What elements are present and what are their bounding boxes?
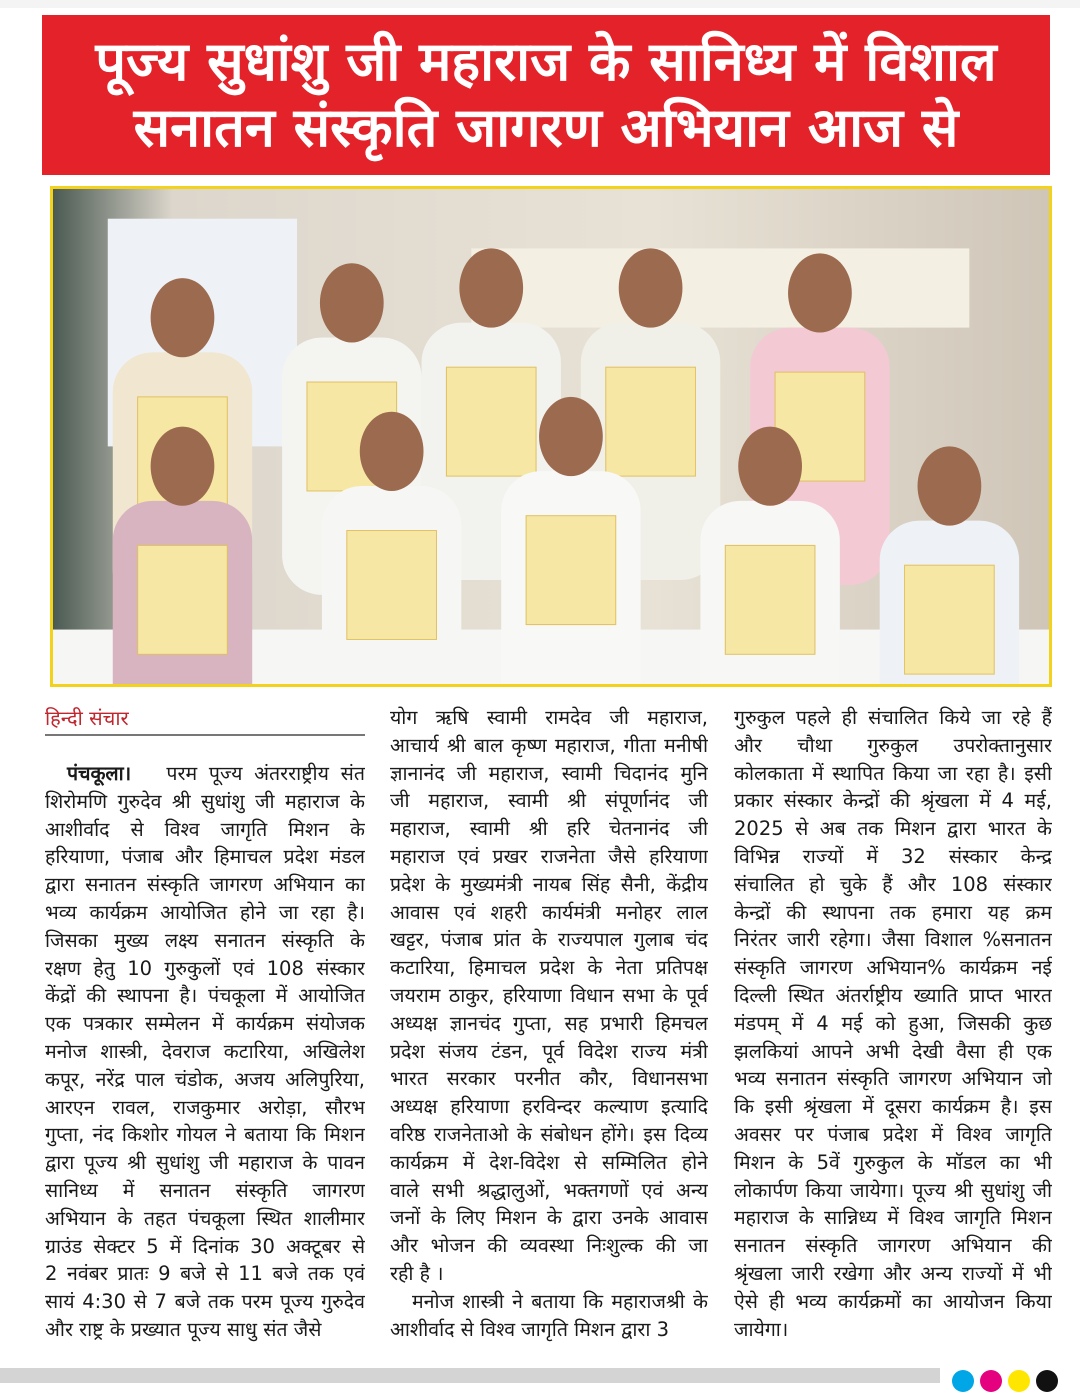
article-line: मनोज शास्त्री, देवराज कटारिया, अखिलेश xyxy=(45,1039,365,1063)
article-line: खट्टर, पंजाब प्रांत के राज्यपाल गुलाब चंद xyxy=(390,928,708,952)
article-line: निरंतर जारी रहेगा। जैसा विशाल %सनातन xyxy=(734,928,1052,952)
banner-center xyxy=(471,248,969,327)
article-column-1 xyxy=(45,760,365,1344)
person-head xyxy=(151,278,215,357)
article-line: ऐसे ही भव्य कार्यक्रमों का आयोजन किया xyxy=(734,1289,1052,1313)
article-line: जायेगा। xyxy=(734,1317,789,1341)
article-line: मंडपम् में 4 मई को हुआ, जिसकी कुछ xyxy=(734,1011,1052,1035)
person-head xyxy=(539,397,603,476)
article-line: जनों के लिए मिशन के द्वारा उनके आवास xyxy=(390,1206,708,1230)
article-line: लोकार्पण किया जायेगा। पूज्य श्री सुधांशु जी xyxy=(734,1178,1052,1202)
article-line: द्वारा पूज्य श्री सुधांशु जी महाराज के पावन xyxy=(45,1151,365,1175)
headline-line-1: पूज्य सुधांशु जी महाराज के सानिध्य में विशाल xyxy=(95,30,997,93)
article-line: और चौथा गुरुकुल उपरोक्तानुसार xyxy=(734,733,1052,757)
person-head xyxy=(320,263,384,342)
article-line: आचार्य श्री बाल कृष्ण महाराज, गीता मनीषी xyxy=(390,733,708,757)
article-line: शिरोमणि गुरुदेव श्री सुधांशु जी महाराज के xyxy=(45,789,365,813)
article-line: आवास एवं शहरी कार्यमंत्री मनोहर लाल xyxy=(390,900,708,924)
article-line: अध्यक्ष हरियाणा हरविन्दर कल्याण इत्यादि xyxy=(390,1095,708,1119)
article-line: झलकियां आपने अभी देखी वैसा ही एक xyxy=(734,1039,1052,1063)
article-line: कोलकाता में स्थापित किया जा रहा है। इसी xyxy=(734,761,1052,785)
booklet xyxy=(347,531,437,640)
article-line: अध्यक्ष ज्ञानचंद गुप्ता, सह प्रभारी हिमचल xyxy=(390,1011,708,1035)
article-line: वरिष्ठ राजनेताओ के संबोधन होंगे। इस दिव्य xyxy=(390,1122,708,1146)
article-line: जयराम ठाकुर, हरियाणा विधान सभा के पूर्व xyxy=(390,983,708,1007)
byline: हिन्दी संचार xyxy=(45,704,365,736)
article-line: प्रदेश के मुख्यमंत्री नायब सिंह सैनी, केंद्रीय xyxy=(390,872,708,896)
registration-dot xyxy=(980,1370,1002,1392)
page-bottom-bar xyxy=(0,1368,940,1383)
article-line: प्रकार संस्कार केन्द्रों की श्रृंखला में 4 मई, xyxy=(734,789,1052,813)
registration-dot xyxy=(952,1370,974,1392)
article-line: केन्द्रों की स्थापना तक हमारा यह क्रम xyxy=(734,900,1052,924)
article-line: विभिन्न राज्यों में 32 संस्कार केन्द्र xyxy=(734,844,1052,868)
person-head xyxy=(459,248,523,327)
article-line: अभियान के तहत पंचकूला स्थित शालीमार xyxy=(45,1206,365,1230)
article-line: द्वारा सनातन संस्कृति जागरण अभियान का xyxy=(45,873,365,897)
article-line: गुरुकुल पहले ही संचालित किये जा रहे हैं xyxy=(734,706,1052,729)
article-line: प्रदेश संजय टंडन, पूर्व विदेश राज्य मंत्री xyxy=(390,1039,708,1063)
person-head xyxy=(738,427,802,506)
article-line: रक्षण हेतु 10 गुरुकुलों एवं 108 संस्कार xyxy=(45,956,365,980)
article-line: वाले सभी श्रद्धालुओं, भक्तगणों एवं अन्य xyxy=(390,1178,708,1202)
article-line: सानिध्य में सनातन संस्कृति जागरण xyxy=(45,1178,365,1202)
article-line: आशीर्वाद से विश्व जागृति मिशन द्वारा 3 xyxy=(390,1317,670,1341)
booklet xyxy=(526,516,616,625)
article-line: आशीर्वाद से विश्व जागृति मिशन के xyxy=(45,817,365,841)
article-line: दिल्ली स्थित अंतर्राष्ट्रीय ख्याति प्राप्त भारत xyxy=(734,983,1052,1007)
article-line: महाराज के सान्निध्य में विश्व जागृति मिशन xyxy=(734,1206,1052,1230)
article-line: 2 नवंबर प्रातः 9 बजे से 11 बजे तक एवं xyxy=(45,1262,365,1286)
article-line: 2025 से अब तक मिशन द्वारा भारत के xyxy=(734,817,1052,841)
registration-dot xyxy=(1036,1370,1058,1392)
dateline: पंचकूला। xyxy=(67,762,132,785)
article-line: रही है । xyxy=(390,1261,444,1285)
article-line: और भोजन की व्यवस्था निःशुल्क की जा xyxy=(390,1234,708,1258)
article-column-3 xyxy=(734,704,1052,1343)
article-line: हरियाणा, पंजाब और हिमाचल प्रदेश मंडल xyxy=(45,845,365,869)
article-line: कि इसी श्रृंखला में दूसरा कार्यक्रम है। इस xyxy=(734,1095,1052,1119)
booklet xyxy=(905,565,995,674)
article-line: संचालित हो चुके हैं और 108 संस्कार xyxy=(734,872,1052,896)
person-head xyxy=(619,248,683,327)
page-top-strip xyxy=(0,0,1080,8)
article-line: आरएन रावल, राजकुमार अरोड़ा, सौरभ xyxy=(45,1095,365,1119)
headline-line-2: सनातन संस्कृति जागरण अभियान आज से xyxy=(133,96,959,159)
article-line: सनातन संस्कृति जागरण अभियान की xyxy=(734,1234,1052,1258)
person-head xyxy=(788,253,852,332)
person-head xyxy=(360,412,424,491)
article-column-2 xyxy=(390,704,708,1343)
article-line: योग ऋषि स्वामी रामदेव जी महाराज, xyxy=(390,706,708,729)
article-line: मनोज शास्त्री ने बताया कि महाराजश्री के xyxy=(412,1289,708,1313)
person-head xyxy=(918,446,982,525)
article-line: मिशन के 5वें गुरुकुल के मॉडल का भी xyxy=(734,1150,1052,1174)
news-photo xyxy=(50,186,1052,687)
article-line: गुप्ता, नंद किशोर गोयल ने बताया कि मिशन xyxy=(45,1123,365,1147)
article-line: कार्यक्रम में देश-विदेश से सम्मिलित होने xyxy=(390,1150,708,1174)
article-line: जिसका मुख्य लक्ष्य सनातन संस्कृति के xyxy=(45,928,365,952)
article-line: संस्कृति जागरण अभियान% कार्यक्रम नई xyxy=(734,956,1052,980)
article-line: और राष्ट्र के प्रख्यात पूज्य साधु संत जैसे xyxy=(45,1317,322,1341)
article-line: ज्ञानानंद जी महाराज, स्वामी चिदानंद मुनि xyxy=(390,761,708,785)
article-line: श्रृंखला जारी रखेगा और अन्य राज्यों में भी xyxy=(734,1261,1052,1285)
article-line-text: परम पूज्य अंतरराष्ट्रीय संत xyxy=(166,762,365,785)
registration-dot xyxy=(1008,1370,1030,1392)
article-line: महाराज, स्वामी श्री हरि चेतनानंद जी xyxy=(390,817,708,841)
booklet xyxy=(606,367,696,476)
booklet xyxy=(446,367,536,476)
article-line: जी महाराज, स्वामी श्री संपूर्णानंद जी xyxy=(390,789,708,813)
article-line: भव्य कार्यक्रम आयोजित होने जा रहा है। xyxy=(45,900,365,924)
group-photo-illustration xyxy=(53,189,1049,684)
booklet xyxy=(138,545,228,654)
article-line: अवसर पर पंजाब प्रदेश में विश्व जागृति xyxy=(734,1122,1052,1146)
article-line: कटारिया, हिमाचल प्रदेश के नेता प्रतिपक्ष xyxy=(390,956,708,980)
article-line: सायं 4:30 से 7 बजे तक परम पूज्य गुरुदेव xyxy=(45,1290,365,1314)
article-line xyxy=(45,760,365,788)
booklet xyxy=(725,545,815,654)
article-line: एक पत्रकार सम्मेलन में कार्यक्रम संयोजक xyxy=(45,1012,365,1036)
article-line: भव्य सनातन संस्कृति जागरण अभियान जो xyxy=(734,1067,1052,1091)
article-line: केंद्रों की स्थापना है। पंचकूला में आयोजित xyxy=(45,984,365,1008)
article-line: महाराज एवं प्रखर राजनेता जैसे हरियाणा xyxy=(390,844,708,868)
article-line: कपूर, नरेंद्र पाल चंडोक, अजय अलिपुरिया, xyxy=(45,1067,365,1091)
person-head xyxy=(151,427,215,506)
article-line: भारत सरकार परनीत कौर, विधानसभा xyxy=(390,1067,708,1091)
headline-banner xyxy=(42,15,1050,175)
article-line: ग्राउंड सेक्टर 5 में दिनांक 30 अक्टूबर से xyxy=(45,1234,365,1258)
